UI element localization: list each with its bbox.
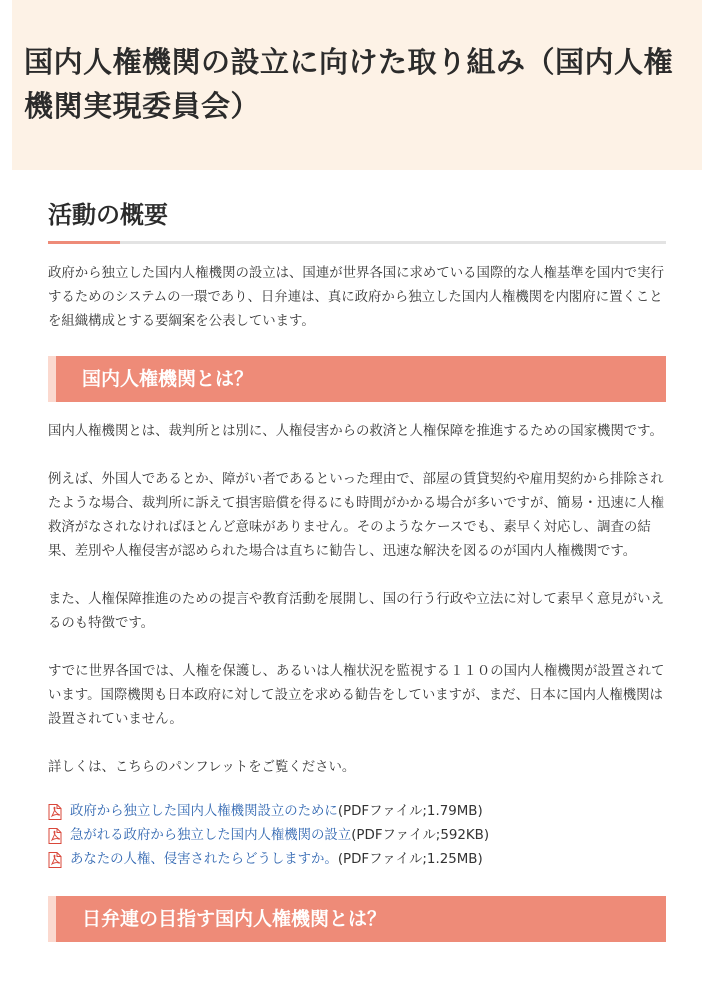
pamphlet-item xyxy=(48,800,666,824)
pamphlet-list xyxy=(48,800,666,872)
banner-accent-bar xyxy=(48,356,56,402)
pamphlet-item xyxy=(48,848,666,872)
pdf-file-icon xyxy=(48,828,62,844)
page-title: 国内人権機関の設立に向けた取り組み（国内人権機関実現委員会） xyxy=(24,45,674,123)
pamphlet-item xyxy=(48,824,666,848)
pamphlet-intro: 詳しくは、こちらのパンフレットをご覧ください。 xyxy=(48,760,356,775)
overview-text: 政府から独立した国内人権機関の設立は、国連が世界各国に求めている国際的な人権基準を国内で実行するためのシステムの一環であり、日弁連は、真に政府から独立した国内人権機関を内閣府に置くことを組織構成とする要綱案を公表しています。 xyxy=(48,266,664,329)
overview-heading: 活動の概要 xyxy=(48,201,168,229)
pamphlet-link[interactable]: 急がれる政府から独立した国内人権機関の設立 xyxy=(70,828,352,843)
what-is-banner xyxy=(48,356,666,402)
what-is-paragraph: また、人権保障推進のための提言や教育活動を展開し、国の行う行政や立法に対して素早く意見がいえるのも特徴です。 xyxy=(48,592,664,631)
pamphlet-file-info: (PDFファイル;1.79MB) xyxy=(337,804,483,819)
pdf-file-icon xyxy=(48,804,62,820)
banner-accent-bar xyxy=(48,896,56,942)
what-is-paragraph: すでに世界各国では、人権を保護し、あるいは人権状況を監視する１１０の国内人権機関が設置されています。国際機関も日本政府に対して設立を求める勧告をしていますが、まだ、日本に国内人権機関は設置されていません。 xyxy=(48,664,665,727)
jfba-goal-heading: 日弁連の目指す国内人権機関とは？ xyxy=(82,908,387,930)
what-is-paragraph: 例えば、外国人であるとか、障がい者であるといった理由で、部屋の賃貸契約や雇用契約から排除されたような場合、裁判所に訴えて損害賠償を得るにも時間がかかる場合が多いですが、簡易・迅速に人権救済がなされなければほとんど意味がありません。そのようなケースでも、素早く対応し、調査の結果、差別や人権侵害が認められた場合は直ちに勧告し、迅速な解決を図るのが国内人権機関です。 xyxy=(48,472,664,559)
pamphlet-link[interactable]: あなたの人権、侵害されたらどうしますか。 xyxy=(70,852,338,867)
what-is-paragraph: 国内人権機関とは、裁判所とは別に、人権侵害からの救済と人権保障を推進するための国家機関です。 xyxy=(48,424,663,439)
pamphlet-file-info: (PDFファイル;1.25MB) xyxy=(337,852,483,867)
pdf-file-icon xyxy=(48,852,62,868)
heading-underline-accent xyxy=(48,241,120,244)
what-is-heading: 国内人権機関とは？ xyxy=(82,368,254,390)
main-content xyxy=(48,195,666,942)
pamphlet-file-info: (PDFファイル;592KB) xyxy=(351,828,490,843)
pamphlet-link[interactable]: 政府から独立した国内人権機関設立のために xyxy=(70,804,338,819)
jfba-goal-banner xyxy=(48,896,666,942)
heading-underline xyxy=(48,241,666,244)
